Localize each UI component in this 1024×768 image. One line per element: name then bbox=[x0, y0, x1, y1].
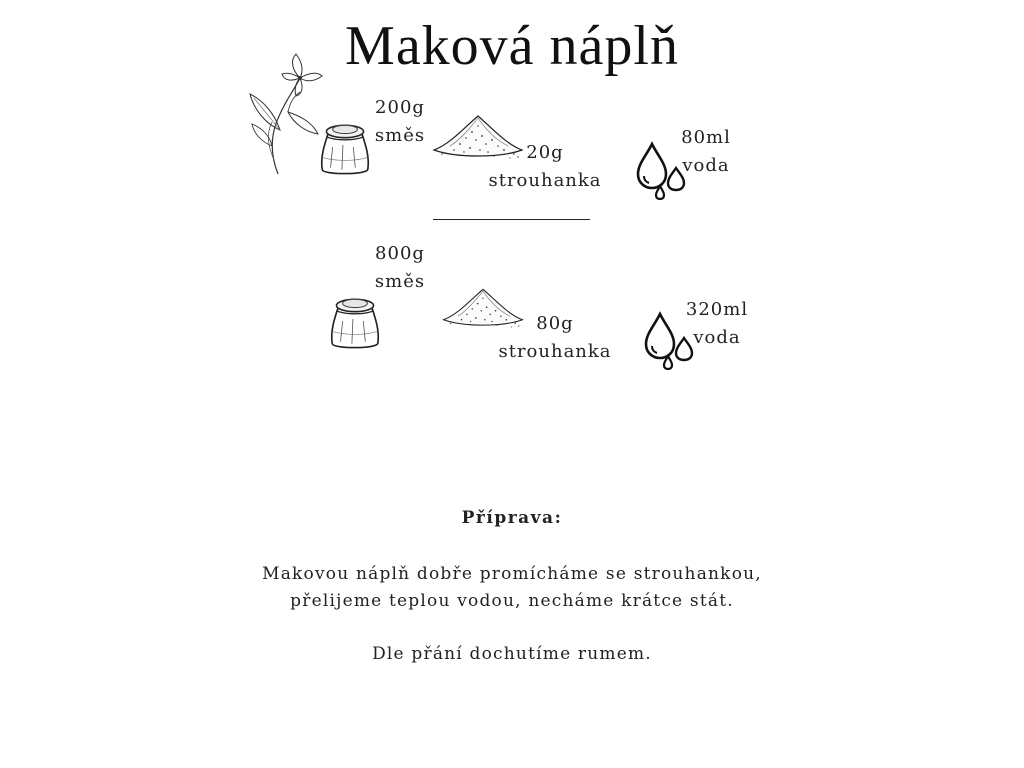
flower-illustration-icon bbox=[244, 50, 324, 178]
large-crumbs-label bbox=[494, 310, 616, 366]
large-mix-label bbox=[366, 240, 434, 296]
divider-line bbox=[433, 219, 590, 220]
small-water-label bbox=[674, 124, 738, 180]
flour-sack-icon bbox=[314, 116, 376, 178]
preparation-line-2: přelijeme teplou vodou, necháme krátce stát. bbox=[290, 591, 734, 611]
small-crumbs-name: strouhanka bbox=[488, 170, 602, 191]
large-mix-amount: 800g bbox=[375, 243, 425, 264]
small-water-name: voda bbox=[682, 155, 730, 176]
large-crumbs-name: strouhanka bbox=[498, 341, 612, 362]
large-crumbs-amount: 80g bbox=[536, 313, 574, 334]
page-title: Maková náplň bbox=[345, 15, 679, 77]
flour-sack-icon bbox=[324, 290, 386, 352]
large-water-label bbox=[682, 296, 752, 352]
large-water-name: voda bbox=[693, 327, 741, 348]
small-water-amount: 80ml bbox=[681, 127, 731, 148]
preparation-line-1: Makovou náplň dobře promícháme se strouhankou, bbox=[262, 564, 762, 584]
small-mix-label bbox=[368, 94, 432, 150]
large-water-amount: 320ml bbox=[685, 299, 749, 320]
small-crumbs-label bbox=[484, 139, 606, 195]
large-mix-name: směs bbox=[374, 271, 426, 292]
small-mix-name: směs bbox=[374, 125, 426, 146]
preparation-heading: Příprava: bbox=[461, 508, 563, 528]
small-mix-amount: 200g bbox=[375, 97, 425, 118]
small-crumbs-amount: 20g bbox=[526, 142, 564, 163]
preparation-line-3: Dle přání dochutíme rumem. bbox=[372, 644, 652, 664]
